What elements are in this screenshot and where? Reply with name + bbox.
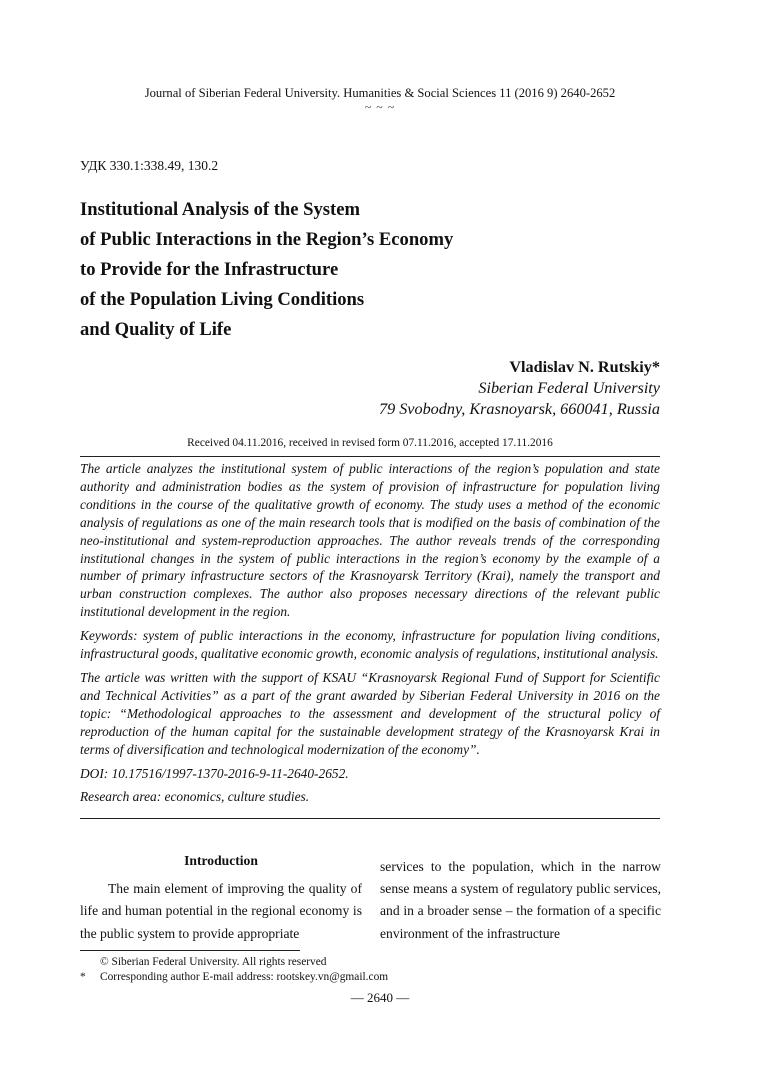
header-ornament: ~ ~ ~ [364, 100, 396, 114]
footnote-corresponding [80, 970, 388, 985]
footnotes [80, 955, 388, 984]
body-paragraph-right: services to the population, which in the narrow sense means a system of regulatory public services, and in a broader sense – the formation of a specific environment of the infrastructure [380, 859, 661, 941]
author-affiliation: Siberian Federal University [478, 379, 660, 397]
title-line: of Public Interactions in the Region’s Economy [80, 229, 454, 250]
body-paragraph-left: The main element of improving the quality of life and human potential in the regional economy is the public system to provide appropriate [80, 881, 362, 941]
keywords: Keywords: system of public interactions in the economy, infrastructure for population living conditions, infrastructural goods, qualitative economic growth, economic analysis of regulations, institutional analysis. [80, 628, 660, 662]
author-address: 79 Svobodny, Krasnoyarsk, 660041, Russia [378, 400, 660, 418]
body-right-column [380, 856, 661, 945]
footnote-mark: * [80, 970, 86, 983]
section-heading-introduction: Introduction [184, 853, 258, 868]
title-line: and Quality of Life [80, 319, 232, 340]
title-line: Institutional Analysis of the System [80, 199, 360, 220]
support-note: The article was written with the support of KSAU “Krasnoyarsk Regional Fund of Support for Scientific and Technical Activities” as a part of the grant awarded by Siberian Federal University in 2016 on the topic: “Methodological approaches to the assessment and development of the structural policy of reproduction of the human capital for the sustainable development strategy of the Krasnoyarsk Krai in terms of diversification and technological modernization of the economy”. [80, 669, 660, 757]
abstract-text: The article analyzes the institutional system of public interactions of the region’s population and state authority and administration bodies as the system of provision of infrastructure for population living conditions in the course of the qualitative growth of economy. The study uses a method of the economic analysis of regulations as one of the main research tools that is modified on the basis of combination of the neo-institutional and system-reproduction approaches. The author reveals trends of the corresponding institutional changes in the system of public interactions in the region’s economy by the example of a number of primary infrastructure sectors of the Krasnoyarsk Territory (Krai), namely the transport and urban construction complexes. The author also proposes necessary directions of the relevant public institutional development in the region. [80, 461, 660, 620]
author-name: Vladislav N. Rutskiy* [509, 358, 660, 376]
udc-code: УДК 330.1:338.49, 130.2 [80, 158, 219, 173]
article-title [80, 195, 600, 345]
doi: DOI: 10.17516/1997-1370-2016-9-11-2640-2652. [80, 765, 349, 781]
footnote-copyright [80, 955, 388, 970]
body-left-column [80, 850, 362, 945]
abstract-top-rule [80, 456, 660, 457]
page-number: — 2640 — [350, 990, 410, 1005]
title-line: to Provide for the Infrastructure [80, 259, 339, 280]
author-block [379, 357, 660, 420]
corresponding-email: Corresponding author E-mail address: rootskey.vn@gmail.com [100, 970, 389, 983]
received-dates: Received 04.11.2016, received in revised form 07.11.2016, accepted 17.11.2016 [187, 437, 553, 449]
footnote-rule [80, 950, 300, 951]
abstract-bottom-rule [80, 818, 660, 819]
journal-header: Journal of Siberian Federal University. Humanities & Social Sciences 11 (2016 9) 2640-2652 [144, 86, 616, 100]
copyright-text: © Siberian Federal University. All rights reserved [100, 956, 327, 968]
abstract-block [80, 460, 660, 812]
research-area: Research area: economics, culture studies. [80, 789, 310, 805]
title-line: of the Population Living Conditions [80, 289, 365, 310]
